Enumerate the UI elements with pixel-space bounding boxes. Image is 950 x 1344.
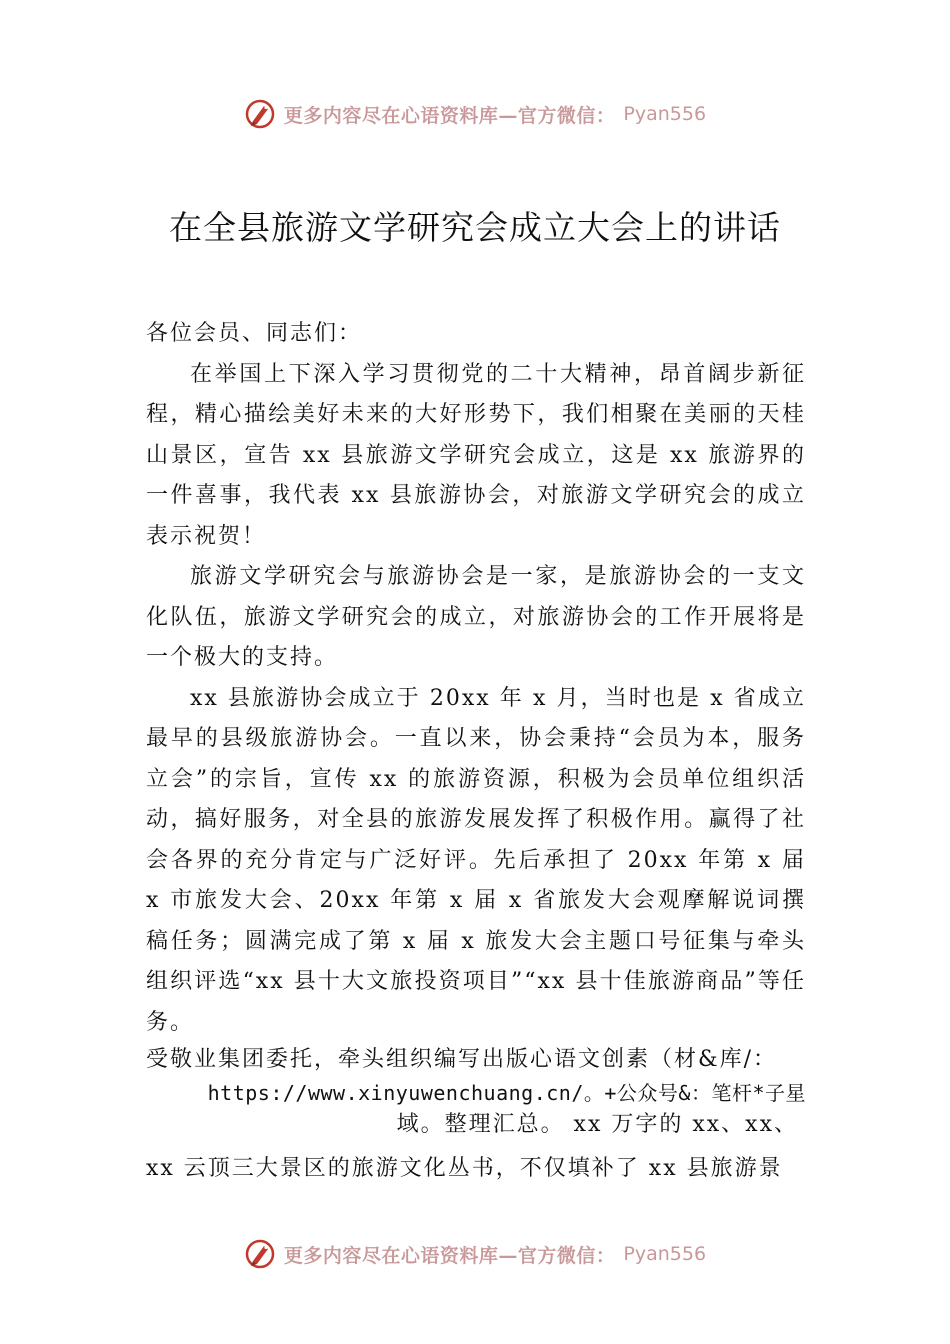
document-title: 在全县旅游文学研究会成立大会上的讲话 bbox=[169, 208, 781, 247]
salutation: 各位会员、同志们： bbox=[146, 321, 363, 346]
paragraph-4-line-a: 受敬业集团委托，牵头组织编写出版心语文创素（材&库/： bbox=[146, 1047, 777, 1072]
footer-banner-text: 更多内容尽在心语资料库—官方微信： bbox=[283, 1244, 616, 1267]
document-body bbox=[146, 314, 806, 1190]
header-wechat-id: Pyan556 bbox=[623, 103, 707, 125]
pen-logo-icon bbox=[244, 1238, 276, 1270]
paragraph-2: 旅游文学研究会与旅游协会是一家，是旅游协会的一支文化队伍，旅游文学研究会的成立，对旅游协会的工作开展将是一个极大的支持。 bbox=[146, 564, 806, 670]
paragraph-4-line-b: https://www.xinyuwenchuang.cn/。+公众号&：笔杆*子星 bbox=[207, 1081, 806, 1105]
paragraph-1: 在举国上下深入学习贯彻党的二十大精神，昂首阔步新征程，精心描绘美好未来的大好形势下，我们相聚在美丽的天桂山景区，宣告 xx 县旅游文学研究会成立，这是 xx 旅游界的一件喜事，我代表 xx 县旅游协会，对旅游文学研究会的成立表示祝贺！ bbox=[146, 361, 806, 549]
footer-wechat-id: Pyan556 bbox=[623, 1243, 707, 1265]
paragraph-4-line-d: xx 云顶三大景区的旅游文化丛书，不仅填补了 xx 县旅游景 bbox=[146, 1156, 783, 1181]
paragraph-3: xx 县旅游协会成立于 20xx 年 x 月，当时也是 x 省成立最早的县级旅游协会。一直以来，协会秉持“会员为本，服务立会”的宗旨，宣传 xx 的旅游资源，积极为会员单位组织活动，搞好服务，对全县的旅游发展发挥了积极作用。赢得了社会各界的充分肯定与广泛好评。先后承担了 20xx 年第 x 届 x 市旅发大会、20xx 年第 x 届 x 省旅发大会观摩解说词撰稿任务；圆满完成了第 x 届 x 旅发大会主题口号征集与牵头组织评选“xx 县十大文旅投资项目”“xx 县十佳旅游商品”等任务。 bbox=[146, 685, 806, 1035]
header-banner-text: 更多内容尽在心语资料库—官方微信： bbox=[283, 104, 616, 127]
header-banner bbox=[0, 94, 950, 134]
footer-banner-content bbox=[244, 1238, 706, 1270]
header-banner-content bbox=[244, 98, 706, 130]
pen-logo-icon bbox=[244, 98, 276, 130]
paragraph-4-line-c: 域。整理汇总。 xx 万字的 xx、xx、 bbox=[396, 1112, 798, 1137]
footer-banner bbox=[0, 1234, 950, 1274]
